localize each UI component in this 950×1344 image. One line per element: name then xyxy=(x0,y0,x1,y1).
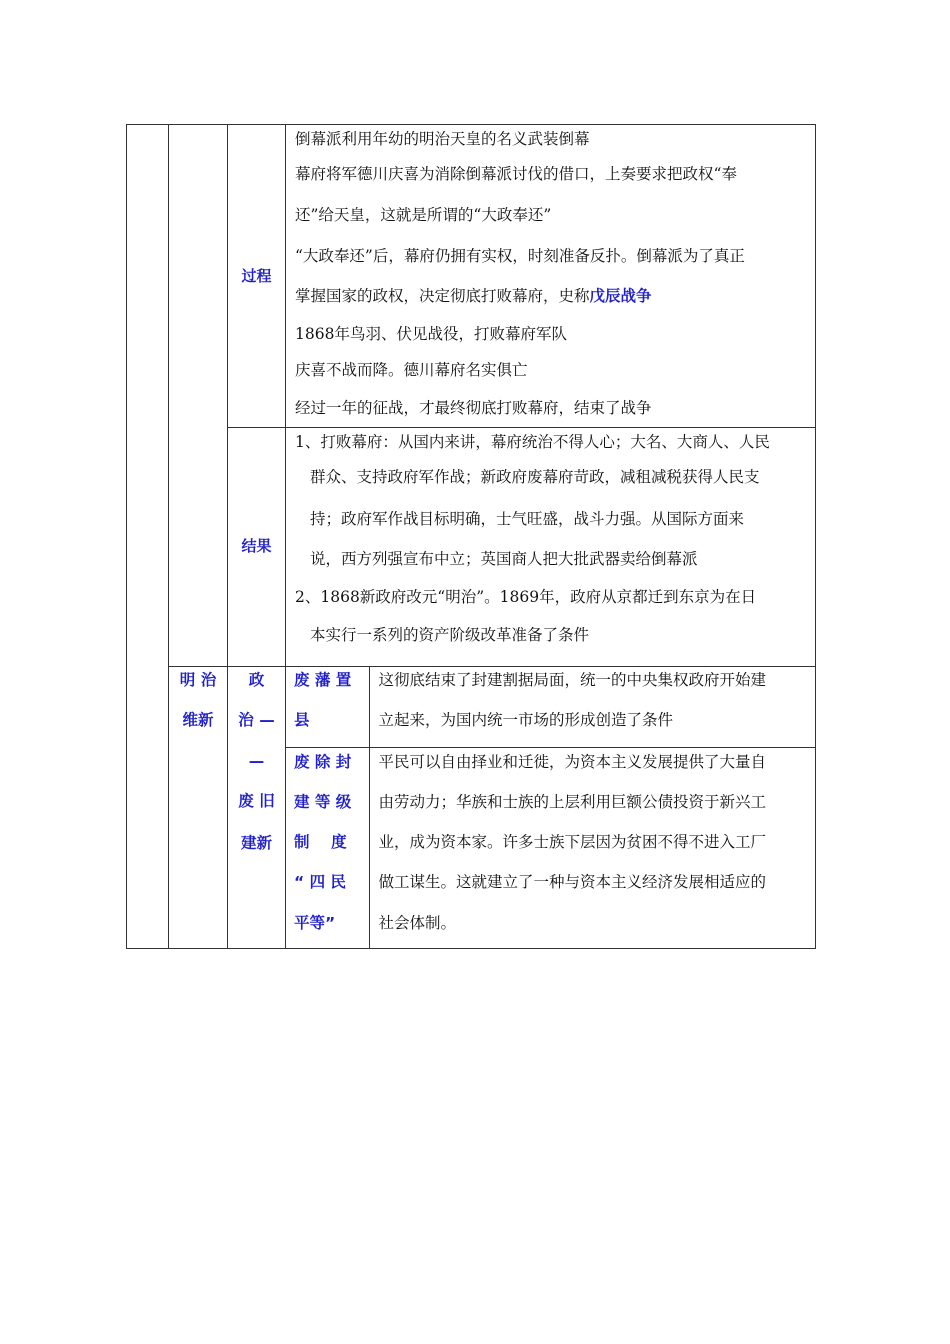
result-label-cell xyxy=(228,427,286,666)
result-item2-line: 2、1868新政府改元“明治”。1869年，政府从京都迁到东京为在日 xyxy=(295,587,757,606)
reform2-text-line: 由劳动力；华族和士族的上层利用巨额公债投资于新兴工 xyxy=(378,792,767,811)
reform1-text-line: 立起来，为国内统一市场的形成创造了条件 xyxy=(378,710,674,729)
meiji-label-line: 明 治 xyxy=(179,670,217,689)
process-row xyxy=(127,125,816,428)
reform2-text-cell xyxy=(369,748,815,948)
reform1-text-cell xyxy=(369,667,815,747)
reform2-cell xyxy=(286,747,816,948)
process-line: 幕府将军德川庆喜为消除倒幕派讨伐的借口，上奏要求把政权“奉 xyxy=(295,165,737,183)
reform1-name-line: 废 藩 置 xyxy=(294,670,352,689)
reform1-cell xyxy=(286,666,816,747)
reform1-text-line: 这彻底结束了封建割据局面，统一的中央集权政府开始建 xyxy=(378,670,767,689)
result-item1-line: 1、打败幕府：从国内来讲，幕府统治不得人心；大名、大商人、人民 xyxy=(295,432,770,451)
reform2-text-line: 做工谋生。这就建立了一种与资本主义经济发展相适应的 xyxy=(378,872,767,891)
reform2-name-cell xyxy=(286,748,369,948)
result-item1-line: 说，西方列强宣布中立；英国商人把大批武器卖给倒幕派 xyxy=(310,549,698,568)
result-row xyxy=(127,427,816,666)
reform2-name-line: 建 等 级 xyxy=(294,792,352,811)
process-label-cell xyxy=(228,125,286,428)
politics-label-line: 治 — xyxy=(238,710,275,729)
reform2-text-line: 社会体制。 xyxy=(378,913,457,932)
meiji-history-table xyxy=(126,124,816,949)
result-item2-line: 本实行一系列的资产阶级改革准备了条件 xyxy=(310,625,590,644)
result-label: 结果 xyxy=(241,537,272,556)
process-label: 过程 xyxy=(241,266,272,285)
politics-label-line: — xyxy=(248,751,265,770)
process-line: 经过一年的征战，才最终彻底打败幕府，结束了战争 xyxy=(295,398,652,417)
result-content-cell xyxy=(286,427,816,666)
result-item1-line: 群众、支持政府军作战；新政府废幕府苛政，减租减税获得人民支 xyxy=(310,467,760,486)
process-highlight: 戊辰战争 xyxy=(589,287,652,305)
reform1-table xyxy=(286,667,815,747)
reform2-name-line: “ 四 民 xyxy=(294,872,346,891)
reform2-name-line: 平等” xyxy=(294,913,336,932)
reform2-table xyxy=(286,748,815,948)
reform2-text-line: 平民可以自由择业和迁徙，为资本主义发展提供了大量自 xyxy=(378,752,767,771)
process-line: 1868年鸟羽、伏见战役，打败幕府军队 xyxy=(295,324,567,343)
reform2-name-line: 制 度 xyxy=(294,832,347,851)
politics-label-cell xyxy=(228,666,286,948)
outer-blank-cell xyxy=(127,125,169,949)
process-line: 还”给天皇，这就是所谓的“大政奉还” xyxy=(295,206,552,224)
meiji-label-cell xyxy=(169,666,228,948)
reform2-text-line: 业，成为资本家。许多士族下层因为贫困不得不进入工厂 xyxy=(378,832,767,851)
reform1-name-line: 县 xyxy=(294,710,310,729)
reform1-name-cell xyxy=(286,667,369,747)
process-line: 倒幕派利用年幼的明治天皇的名义武装倒幕 xyxy=(295,130,590,148)
politics-label-line: 建新 xyxy=(240,833,272,852)
process-line: “大政奉还”后，幕府仍拥有实权，时刻准备反扑。倒幕派为了真正 xyxy=(295,246,745,265)
process-line: 庆喜不战而降。德川幕府名实俱亡 xyxy=(295,360,528,379)
politics-label-line: 废 旧 xyxy=(238,791,275,810)
blank-cell xyxy=(169,125,228,667)
meiji-label-line: 维新 xyxy=(182,710,214,729)
process-content-cell xyxy=(286,125,816,428)
politics-label-line: 政 xyxy=(248,670,265,689)
reform2-name-line: 废 除 封 xyxy=(294,752,352,771)
meiji-reform-row-1 xyxy=(127,666,816,747)
process-line: 掌握国家的政权，决定彻底打败幕府，史称 xyxy=(295,287,590,305)
process-line-with-highlight xyxy=(295,276,809,317)
result-item1-line: 持；政府军作战目标明确，士气旺盛，战斗力强。从国际方面来 xyxy=(310,509,745,528)
